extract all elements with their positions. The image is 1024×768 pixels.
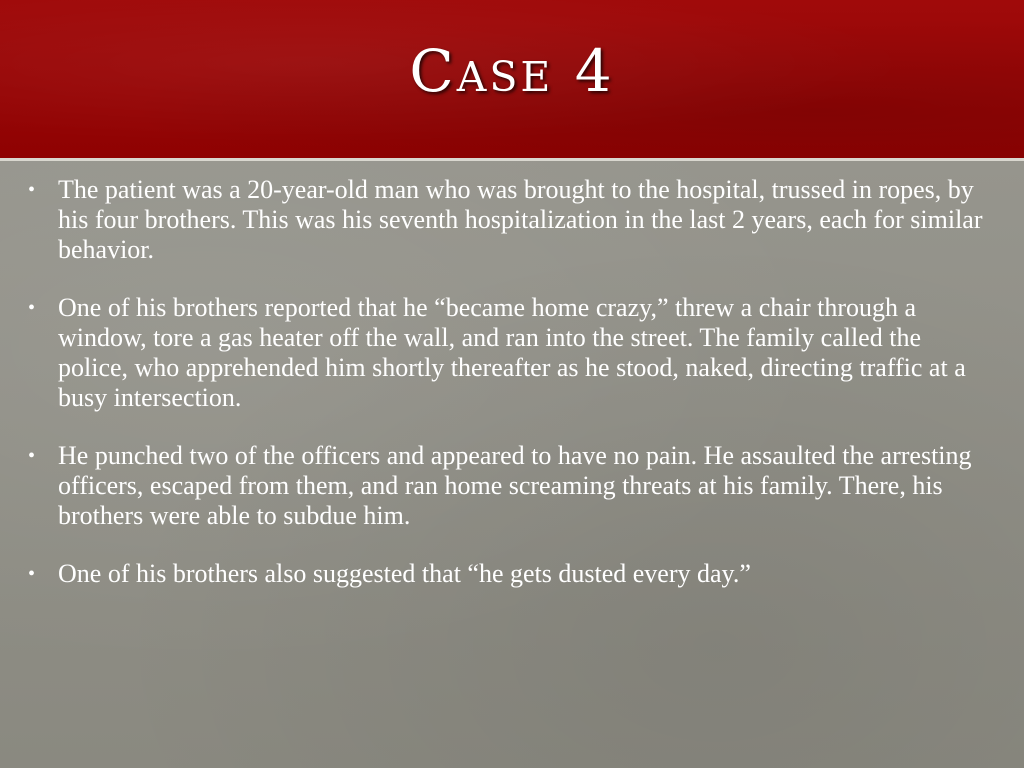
title-bar bbox=[0, 0, 1024, 158]
slide-title: Case 4 bbox=[409, 37, 615, 105]
bullet-item: • One of his brothers also suggested that “he gets dusted every day.” bbox=[58, 559, 988, 589]
bullet-list bbox=[58, 175, 988, 617]
content-area bbox=[0, 161, 1024, 768]
bullet-item: • He punched two of the officers and appeared to have no pain. He assaulted the arresting officers, escaped from them, and ran home screaming threats at his family. There, his brothers were able to subdue him. bbox=[58, 441, 988, 531]
bullet-item: • One of his brothers reported that he “became home crazy,” threw a chair through a window, tore a gas heater off the wall, and ran into the street. The family called the police, who apprehended him shortly thereafter as he stood, naked, directing traffic at a busy intersection. bbox=[58, 293, 988, 413]
bullet-item: • The patient was a 20-year-old man who was brought to the hospital, trussed in ropes, by his four brothers. This was his seventh hospitalization in the last 2 years, each for similar behavior. bbox=[58, 175, 988, 265]
